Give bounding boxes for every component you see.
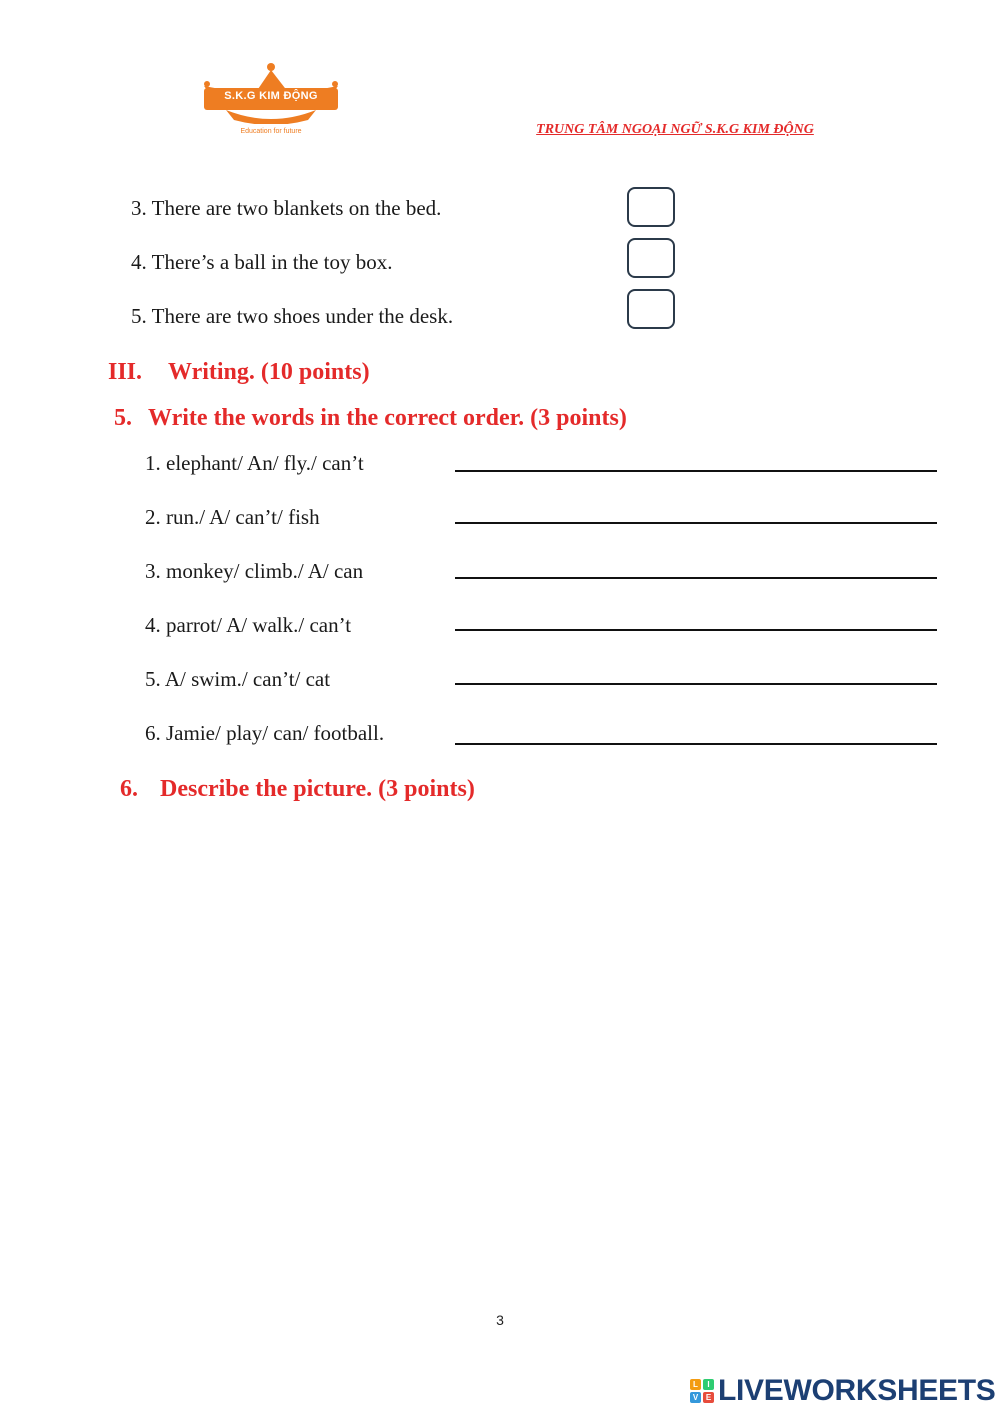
brand-name: LIVEWORKSHEETS <box>718 1374 996 1407</box>
answer-box-5[interactable] <box>627 289 675 329</box>
exercise-6-number: 6. <box>120 776 138 802</box>
order-item-2: 2. run./ A/ can’t/ fish <box>145 505 320 529</box>
order-item-6: 6. Jamie/ play/ can/ football. <box>145 721 385 745</box>
liveworksheets-logo-icon <box>690 1379 714 1403</box>
exercise-6-heading <box>120 776 475 803</box>
tf-item-5: 5. There are two shoes under the desk. <box>131 304 454 328</box>
exercise-5-heading <box>114 405 627 432</box>
page-number: 3 <box>496 1312 504 1328</box>
tf-item-3: 3. There are two blankets on the bed. <box>131 196 442 220</box>
order-item-1: 1. elephant/ An/ fly./ can’t <box>145 451 364 475</box>
answer-box-3[interactable] <box>627 187 675 227</box>
answer-line-6[interactable] <box>455 743 937 745</box>
answer-line-4[interactable] <box>455 629 937 631</box>
brand-icon-letter: E <box>703 1392 714 1403</box>
exercise-6-title: Describe the picture. (3 points) <box>160 776 475 802</box>
logo-name: S.K.G KIM ĐỘNG <box>224 90 318 102</box>
section-title: Writing. (10 points) <box>168 359 370 385</box>
logo-tagline: Education for future <box>240 128 302 135</box>
order-item-5: 5. A/ swim./ can’t/ cat <box>145 667 331 691</box>
answer-line-1[interactable] <box>455 470 937 472</box>
section-heading <box>108 359 370 386</box>
answer-line-2[interactable] <box>455 522 937 524</box>
center-name: TRUNG TÂM NGOẠI NGỮ S.K.G KIM ĐỘNG <box>536 122 814 137</box>
tf-item-4: 4. There’s a ball in the toy box. <box>131 250 393 274</box>
brand-icon-letter: L <box>690 1379 701 1390</box>
answer-line-5[interactable] <box>455 683 937 685</box>
brand-icon-letter: V <box>690 1392 701 1403</box>
order-item-4: 4. parrot/ A/ walk./ can’t <box>145 613 352 637</box>
exercise-5-number: 5. <box>114 405 132 431</box>
center-logo <box>196 62 346 144</box>
exercise-5-title: Write the words in the correct order. (3 points) <box>148 405 627 431</box>
liveworksheets-brand[interactable] <box>690 1374 996 1408</box>
answer-line-3[interactable] <box>455 577 937 579</box>
brand-icon-letter: I <box>703 1379 714 1390</box>
order-item-3: 3. monkey/ climb./ A/ can <box>145 559 364 583</box>
section-number: III. <box>108 359 143 385</box>
answer-box-4[interactable] <box>627 238 675 278</box>
